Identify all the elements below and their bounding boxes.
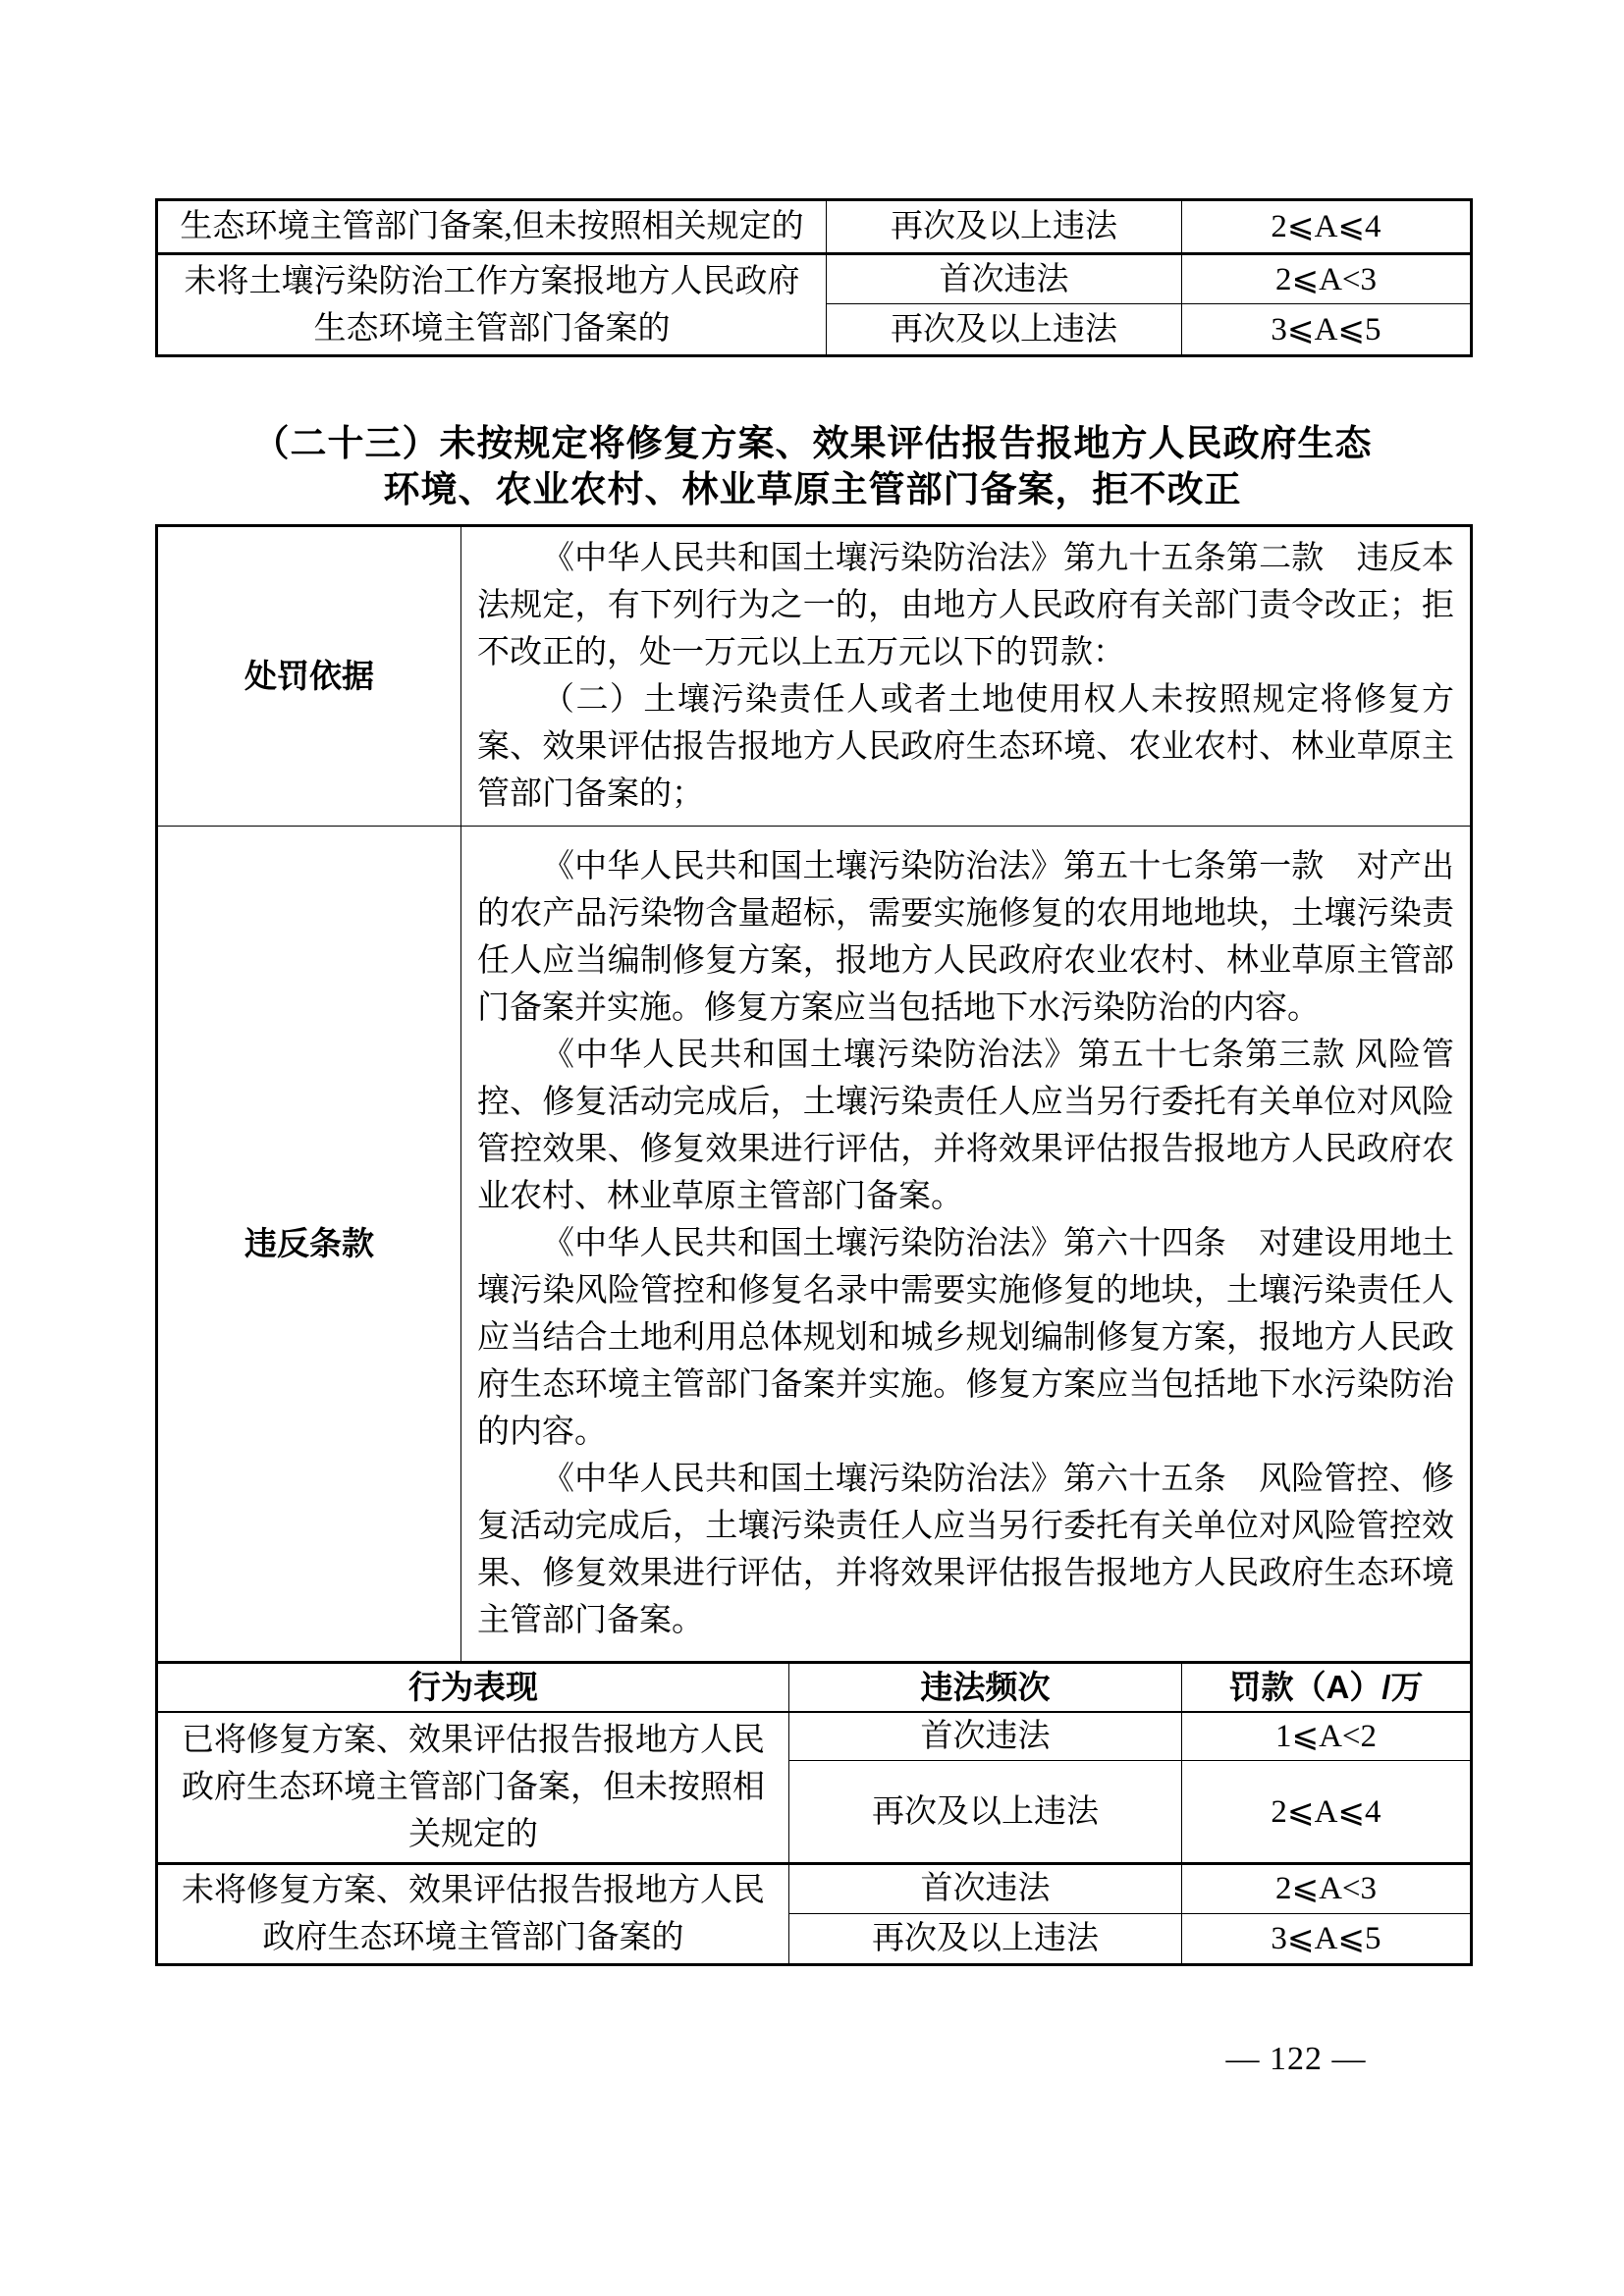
violated-clauses-row <box>157 827 1472 1661</box>
continuation-table <box>155 198 1473 357</box>
paragraph: （二）土壤污染责任人或者土地使用权人未按照规定将修复方案、效果评估报告报地方人民政府生态环境、农业农村、林业草原主管部门备案的； <box>477 682 1454 812</box>
frequency-cell: 首次违法 <box>789 1712 1182 1761</box>
frequency-cell: 再次及以上违法 <box>789 1761 1182 1864</box>
behavior-table-header <box>157 1662 1472 1712</box>
fine-cell: 2⩽A⩽4 <box>1182 1761 1472 1864</box>
header-frequency: 违法频次 <box>789 1662 1182 1712</box>
table-row <box>157 1864 1472 1914</box>
fine-cell: 3⩽A⩽5 <box>1182 1913 1472 1964</box>
frequency-cell: 再次及以上违法 <box>827 200 1182 254</box>
fine-cell: 3⩽A⩽5 <box>1182 304 1472 356</box>
paragraph: 《中华人民共和国土壤污染防治法》第六十五条 风险管控、修复活动完成后，土壤污染责任人应当另行委托有关单位对风险管控效果、修复效果进行评估，并将效果评估报告报地方人民政府生态环境主管部门备案。 <box>477 1461 1454 1638</box>
table-row <box>157 200 1472 254</box>
penalty-basis-row <box>157 526 1472 827</box>
page-number: — 122 — <box>1225 2041 1367 2077</box>
penalty-basis-text <box>461 526 1472 827</box>
paragraph: 《中华人民共和国土壤污染防治法》第五十七条第一款 对产出的农产品污染物含量超标，需要实施修复的农用地地块，土壤污染责任人应当编制修复方案，报地方人民政府农业农村、林业草原主管部门备案并实施。修复方案应当包括地下水污染防治的内容。 <box>477 848 1454 1026</box>
behavior-cell: 生态环境主管部门备案,但未按照相关规定的 <box>157 200 827 254</box>
page-content <box>155 198 1470 1966</box>
behavior-cell: 未将修复方案、效果评估报告报地方人民政府生态环境主管部门备案的 <box>157 1864 789 1965</box>
violated-clauses-text <box>461 827 1472 1661</box>
behavior-cell: 已将修复方案、效果评估报告报地方人民政府生态环境主管部门备案，但未按照相关规定的 <box>157 1712 789 1864</box>
paragraph: 《中华人民共和国土壤污染防治法》第五十七条第三款 风险管控、修复活动完成后，土壤污染责任人应当另行委托有关单位对风险管控效果、修复效果进行评估，并将效果评估报告报地方人民政府农业农村、林业草原主管部门备案。 <box>477 1037 1454 1214</box>
behavior-table <box>155 1661 1473 1967</box>
fine-cell: 2⩽A<3 <box>1182 1864 1472 1914</box>
frequency-cell: 首次违法 <box>789 1864 1182 1914</box>
fine-cell: 1⩽A<2 <box>1182 1712 1472 1761</box>
header-fine: 罚款（A）/万 <box>1182 1662 1472 1712</box>
penalty-basis-label: 处罚依据 <box>157 526 461 827</box>
section-heading <box>155 420 1470 512</box>
paragraph: 《中华人民共和国土壤污染防治法》第六十四条 对建设用地土壤污染风险管控和修复名录中需要实施修复的地块，土壤污染责任人应当结合土地利用总体规划和城乡规划编制修复方案，报地方人民政府生态环境主管部门备案并实施。修复方案应当包括地下水污染防治的内容。 <box>477 1225 1454 1450</box>
paragraph: 《中华人民共和国土壤污染防治法》第九十五条第二款 违反本法规定，有下列行为之一的，由地方人民政府有关部门责令改正；拒不改正的，处一万元以上五万元以下的罚款： <box>477 541 1454 670</box>
frequency-cell: 首次违法 <box>827 254 1182 304</box>
section-heading-line2: 环境、农业农村、林业草原主管部门备案，拒不改正 <box>383 469 1242 509</box>
header-behavior: 行为表现 <box>157 1662 789 1712</box>
table-row <box>157 254 1472 304</box>
penalty-table <box>155 524 1473 1661</box>
frequency-cell: 再次及以上违法 <box>827 304 1182 356</box>
frequency-cell: 再次及以上违法 <box>789 1913 1182 1964</box>
behavior-cell: 未将土壤污染防治工作方案报地方人民政府生态环境主管部门备案的 <box>157 254 827 356</box>
section-heading-line1: （二十三）未按规定将修复方案、效果评估报告报地方人民政府生态 <box>252 423 1373 463</box>
fine-cell: 2⩽A<3 <box>1182 254 1472 304</box>
table-row <box>157 1712 1472 1761</box>
fine-cell: 2⩽A⩽4 <box>1182 200 1472 254</box>
violated-clauses-label: 违反条款 <box>157 827 461 1661</box>
